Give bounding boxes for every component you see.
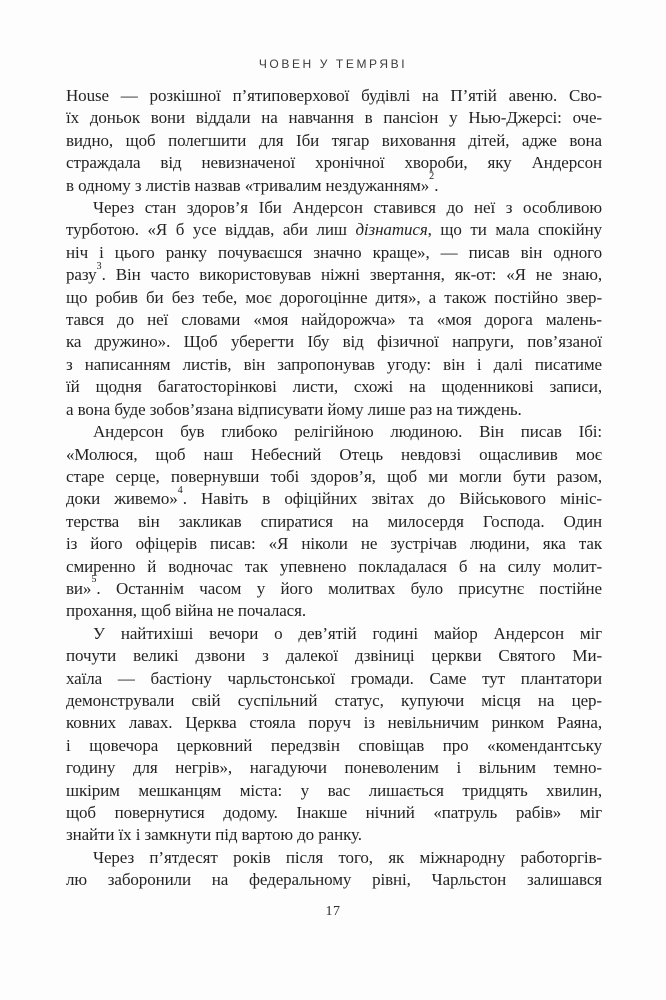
text-run: Через стан здоров’я Іби Андерсон ставився до неї з особливою [93,198,602,218]
text-run: ковних лавах. Церква стояла поруч із невільничим ринком Раяна, [66,713,602,733]
text-run: разу [66,265,97,285]
text-line [66,802,602,824]
text-line [66,623,602,645]
text-run: шкірим мешканцям міста: у вас лишається тридцять хвилин, [66,780,602,800]
paragraph [66,421,602,623]
text-run: смиренно й водночас так упевнено покладалася б на силу молит- [66,556,602,576]
text-line [66,421,602,443]
paragraph [66,623,602,847]
text-run: старе серце, повернувши тобі здоров’я, щоб ми могли бути разом, [66,466,602,486]
text-line [66,690,602,712]
text-line [66,574,602,600]
text-line [66,287,602,309]
paragraph [66,197,602,421]
text-line [66,107,602,129]
paragraph [66,85,602,197]
text-run: ви» [66,578,92,598]
text-run: знайти їх і замкнути під вартою до ранку. [66,825,362,845]
text-line [66,847,602,869]
text-line [66,511,602,533]
text-line [66,331,602,353]
footnote-ref: 4 [177,484,183,496]
text-line [66,645,602,667]
text-run: хаїла — бастіону чарльстонської громади. Саме тут плантатори [66,668,602,688]
text-line [66,712,602,734]
text-line [66,152,602,174]
text-line [66,242,602,264]
text-run: демонстрували свій суспільний статус, купуючи місця на цер- [66,690,602,710]
text-line [66,130,602,152]
text-run: . Він часто використовував ніжні звертання, як-от: «Я не знаю, [101,265,602,285]
text-run: прохання, щоб війна не почалася. [66,601,306,621]
text-run: турботою. «Я б усе віддав, аби лиш [66,220,356,240]
text-run: із його офіцерів писав: «Я ніколи не зустрічав людини, яка так [66,534,602,554]
text-run: доки живемо» [66,489,178,509]
text-run: . Останнім часом у його молитвах було присутнє постійне [96,578,602,598]
text-run: терства він закликав спиратися на милосердя Господа. Один [66,511,602,531]
body-text [66,85,602,892]
text-run: . Навіть в офіційних звітах до Військового мініс- [182,489,602,509]
footnote-ref: 3 [96,260,102,272]
text-run: і щовечора церковний передзвін сповіщав про «комендантську [66,735,602,755]
text-line [66,444,602,466]
text-line [66,600,602,622]
text-run: з написанням листів, він запропонував угоду: він і далі писатиме [66,354,602,374]
text-run: а вона буде зобов’язана відписувати йому лише раз на тиждень. [66,399,522,419]
text-run: Через п’ятдесят років після того, як міжнародну работоргів- [93,847,602,867]
running-header: ЧОВЕН У ТЕМРЯВІ [258,57,408,71]
text-line [66,85,602,107]
footnote-ref: 5 [91,574,97,586]
text-line [66,170,602,197]
text-run: House — розкішної п’ятиповерхової будівлі на П’ятій авеню. Сво- [66,86,602,105]
text-line [66,399,602,421]
text-run: лю заборонили на федеральному рівні, Чарльстон залишався [66,870,602,890]
text-run: . [434,175,439,195]
text-line [66,466,602,488]
italic-text: дізнатися [355,220,428,240]
text-run: щоб повернутися додому. Інакше нічний «патруль рабів» міг [66,803,602,822]
paragraph [66,847,602,892]
text-line [66,735,602,757]
text-line [66,757,602,779]
text-line [66,824,602,846]
text-line [66,219,602,241]
text-line [66,780,602,802]
text-run: ка дружино». Щоб уберегти Ібу від фізичної напруги, пов’язаної [66,332,602,352]
text-run: в одному з листів назвав «тривалим нездужанням» [66,175,430,195]
text-run: їй щодня багатосторінкові листи, схожі на щоденникові записи, [66,377,602,397]
text-run: У найтихіші вечори о дев’ятій годині майор Андерсон міг [93,623,602,643]
text-line [66,533,602,555]
text-line [66,309,602,331]
text-run: «Молюся, щоб наш Небесний Отець невдовзі ощасливив моє [66,444,602,464]
text-run: ніч і цього ранку почуваєшся значно краще», — писав він одного [66,242,602,262]
text-line [66,484,602,510]
text-run: годину для негрів», нагадуючи поневоленим і вільним темно- [66,758,602,778]
text-line [66,376,602,398]
text-run: страждала від невизначеної хронічної хвороби, яку Андерсон [66,153,602,173]
text-line [66,197,602,219]
footnote-ref: 2 [429,170,435,182]
text-run: що робив би без тебе, моє дорогоцінне дитя», а також постійно звер- [66,287,602,307]
text-run: Андерсон був глибоко релігійною людиною. Він писав Ібі: [93,422,602,442]
text-run: , що ти мала спокійну [427,220,602,240]
text-line [66,260,602,286]
text-run: почути великі дзвони з далекої дзвіниці церкви Святого Ми- [66,646,602,666]
page-number: 17 [325,904,341,919]
text-line [66,869,602,891]
text-run: їх доньок вони віддали на навчання в пансіон у Нью-Джерсі: оче- [66,108,602,128]
text-run: тався до неї словами «моя найдорожча» та «моя дорога малень- [66,310,602,330]
text-line [66,556,602,578]
text-line [66,668,602,690]
text-line [66,354,602,376]
text-run: видно, щоб полегшити для Іби тягар виховання дітей, адже вона [66,130,602,150]
